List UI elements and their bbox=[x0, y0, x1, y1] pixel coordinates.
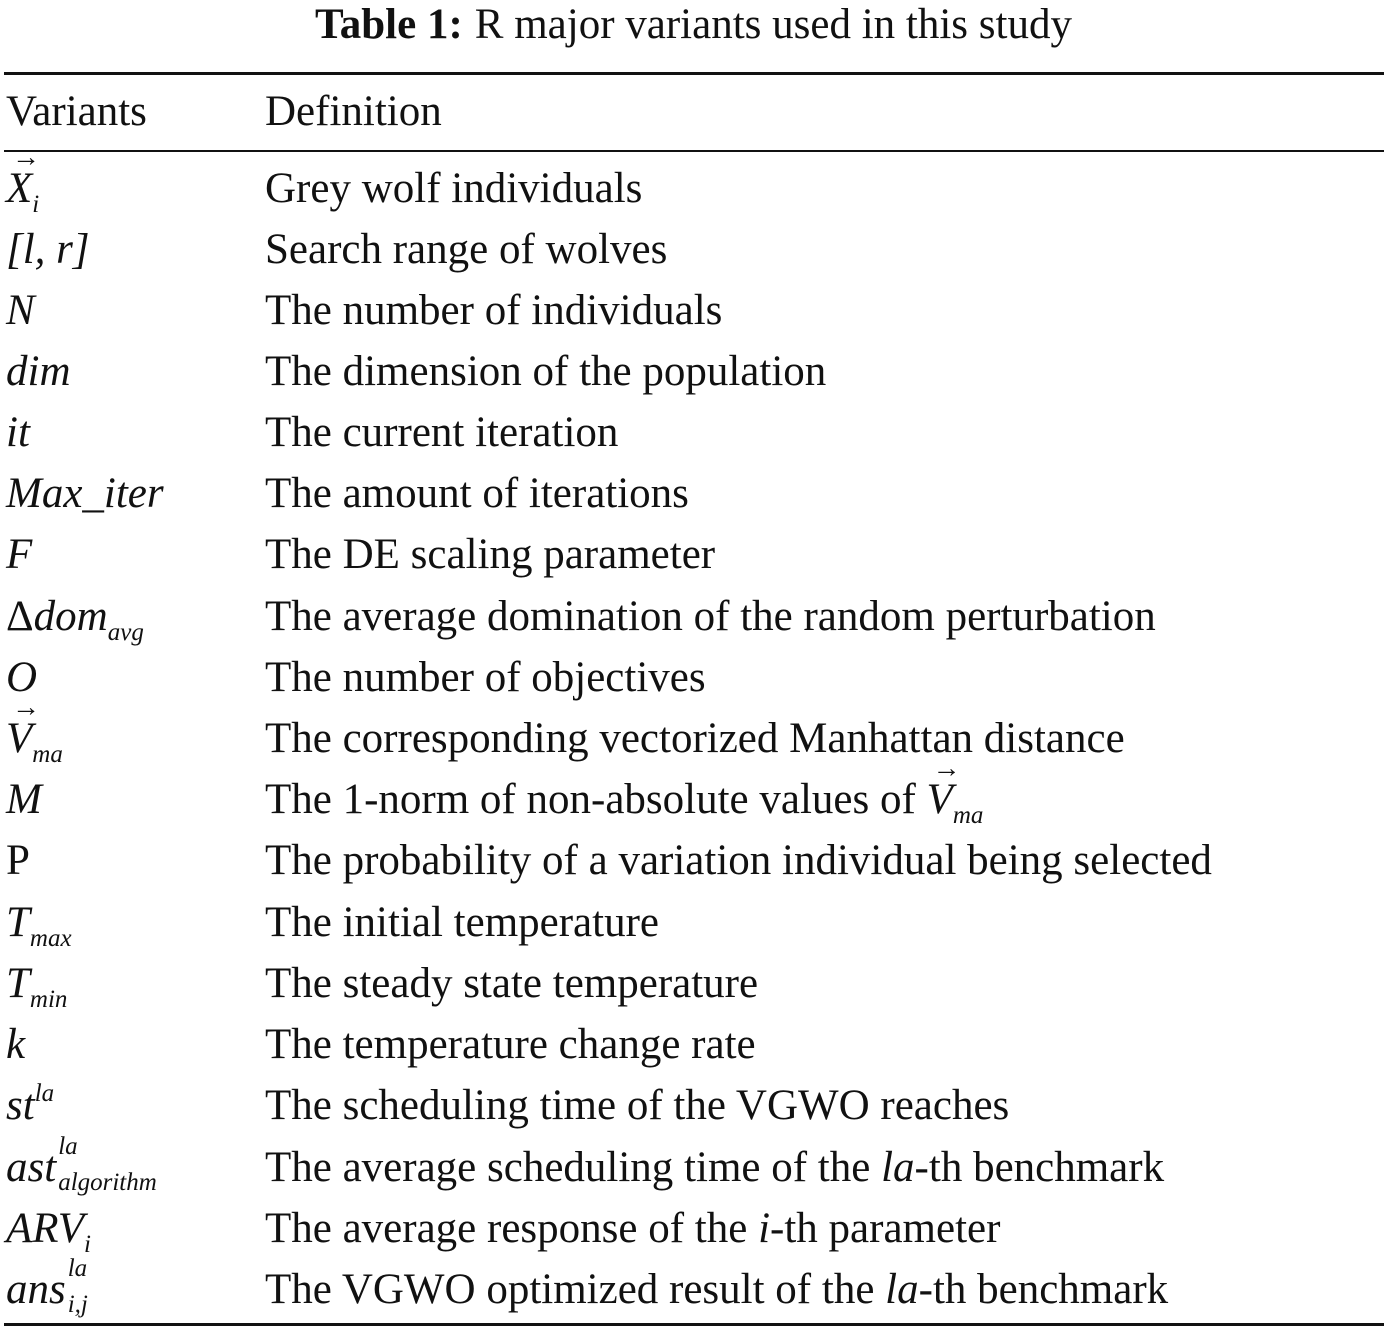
table-row bbox=[0, 1255, 1387, 1320]
bottom-rule bbox=[4, 1323, 1384, 1326]
table-row bbox=[0, 753, 1387, 830]
top-rule bbox=[4, 72, 1384, 75]
variant-symbol: $st^{la}$ bbox=[6, 1080, 55, 1129]
variant-definition: The scheduling time of the VGWO reaches bbox=[265, 1082, 1010, 1129]
variant-definition: Search range of wolves bbox=[265, 226, 668, 273]
vector-arrow-icon: → bbox=[12, 142, 40, 173]
variant-definition: The average scheduling time of the la-th benchmark bbox=[265, 1144, 1165, 1191]
table-row bbox=[0, 1198, 1387, 1259]
variant-symbol: ans la i,j bbox=[6, 1255, 88, 1318]
variant-definition: The dimension of the population bbox=[265, 348, 827, 395]
variant-symbol: M bbox=[6, 776, 42, 823]
variant-symbol: $T_{max}$ bbox=[6, 899, 72, 952]
variant-symbol: [l, r] bbox=[6, 226, 90, 273]
variant-symbol: ast la algorithm bbox=[6, 1133, 157, 1196]
variant-definition: The number of individuals bbox=[265, 287, 723, 334]
variant-definition: The temperature change rate bbox=[265, 1021, 756, 1068]
variant-symbol: O bbox=[6, 654, 38, 701]
table-row bbox=[0, 524, 1387, 585]
variant-symbol: dim bbox=[6, 348, 71, 395]
variant-symbol: $T_{min}$ bbox=[6, 960, 68, 1013]
table-row bbox=[0, 892, 1387, 953]
table-row bbox=[0, 647, 1387, 708]
variant-symbol: k bbox=[6, 1021, 26, 1068]
table-row bbox=[0, 142, 1387, 219]
table-row bbox=[0, 341, 1387, 402]
table-row bbox=[0, 830, 1387, 891]
variant-symbol: it bbox=[6, 409, 30, 456]
table-caption bbox=[0, 0, 1387, 50]
caption-label: Table 1: bbox=[315, 1, 463, 48]
vector-arrow-icon: → bbox=[932, 753, 961, 784]
variant-symbol: N bbox=[6, 287, 35, 334]
table-row bbox=[0, 280, 1387, 341]
table-row bbox=[0, 402, 1387, 463]
variant-definition: The DE scaling parameter bbox=[265, 531, 716, 578]
table-row bbox=[0, 692, 1387, 769]
variant-symbol: Max_iter bbox=[6, 470, 164, 517]
variant-symbol: F bbox=[6, 531, 33, 578]
header-definition: Definition bbox=[265, 88, 442, 135]
variant-definition: The amount of iterations bbox=[265, 470, 689, 517]
variant-definition: The corresponding vectorized Manhattan distance bbox=[265, 715, 1125, 762]
header-variants: Variants bbox=[6, 88, 147, 135]
vector-arrow-icon: → bbox=[12, 692, 40, 723]
variant-definition: Grey wolf individuals bbox=[265, 165, 643, 212]
variant-definition: The VGWO optimized result of the la-th benchmark bbox=[265, 1266, 1169, 1313]
variant-definition: The average response of the i-th parameter bbox=[265, 1205, 1001, 1252]
header-rule bbox=[4, 150, 1384, 152]
table-row bbox=[0, 1014, 1387, 1075]
table-row bbox=[0, 1075, 1387, 1136]
variant-definition: The steady state temperature bbox=[265, 960, 759, 1007]
variant-symbol: → $V_{ma}$ bbox=[6, 692, 63, 768]
table-row bbox=[0, 1133, 1387, 1198]
table-row bbox=[0, 219, 1387, 280]
variant-definition: The 1-norm of non-absolute values of → $V_{ma}$ bbox=[265, 753, 984, 829]
variant-symbol: Δdom$_{avg}$ bbox=[6, 593, 144, 646]
table-header-row bbox=[0, 80, 1387, 144]
variant-definition: The number of objectives bbox=[265, 654, 706, 701]
variant-definition: The probability of a variation individual being selected bbox=[265, 837, 1212, 884]
caption-text: R major variants used in this study bbox=[474, 1, 1072, 48]
table-row bbox=[0, 463, 1387, 524]
variant-definition: The average domination of the random perturbation bbox=[265, 593, 1156, 640]
variant-definition: The initial temperature bbox=[265, 899, 659, 946]
table-row bbox=[0, 586, 1387, 647]
variant-definition: The current iteration bbox=[265, 409, 619, 456]
variant-symbol: $ARV_i$ bbox=[6, 1205, 91, 1258]
variant-symbol: → $X_i$ bbox=[6, 142, 40, 218]
variant-symbol: P bbox=[6, 837, 30, 884]
table-row bbox=[0, 953, 1387, 1014]
